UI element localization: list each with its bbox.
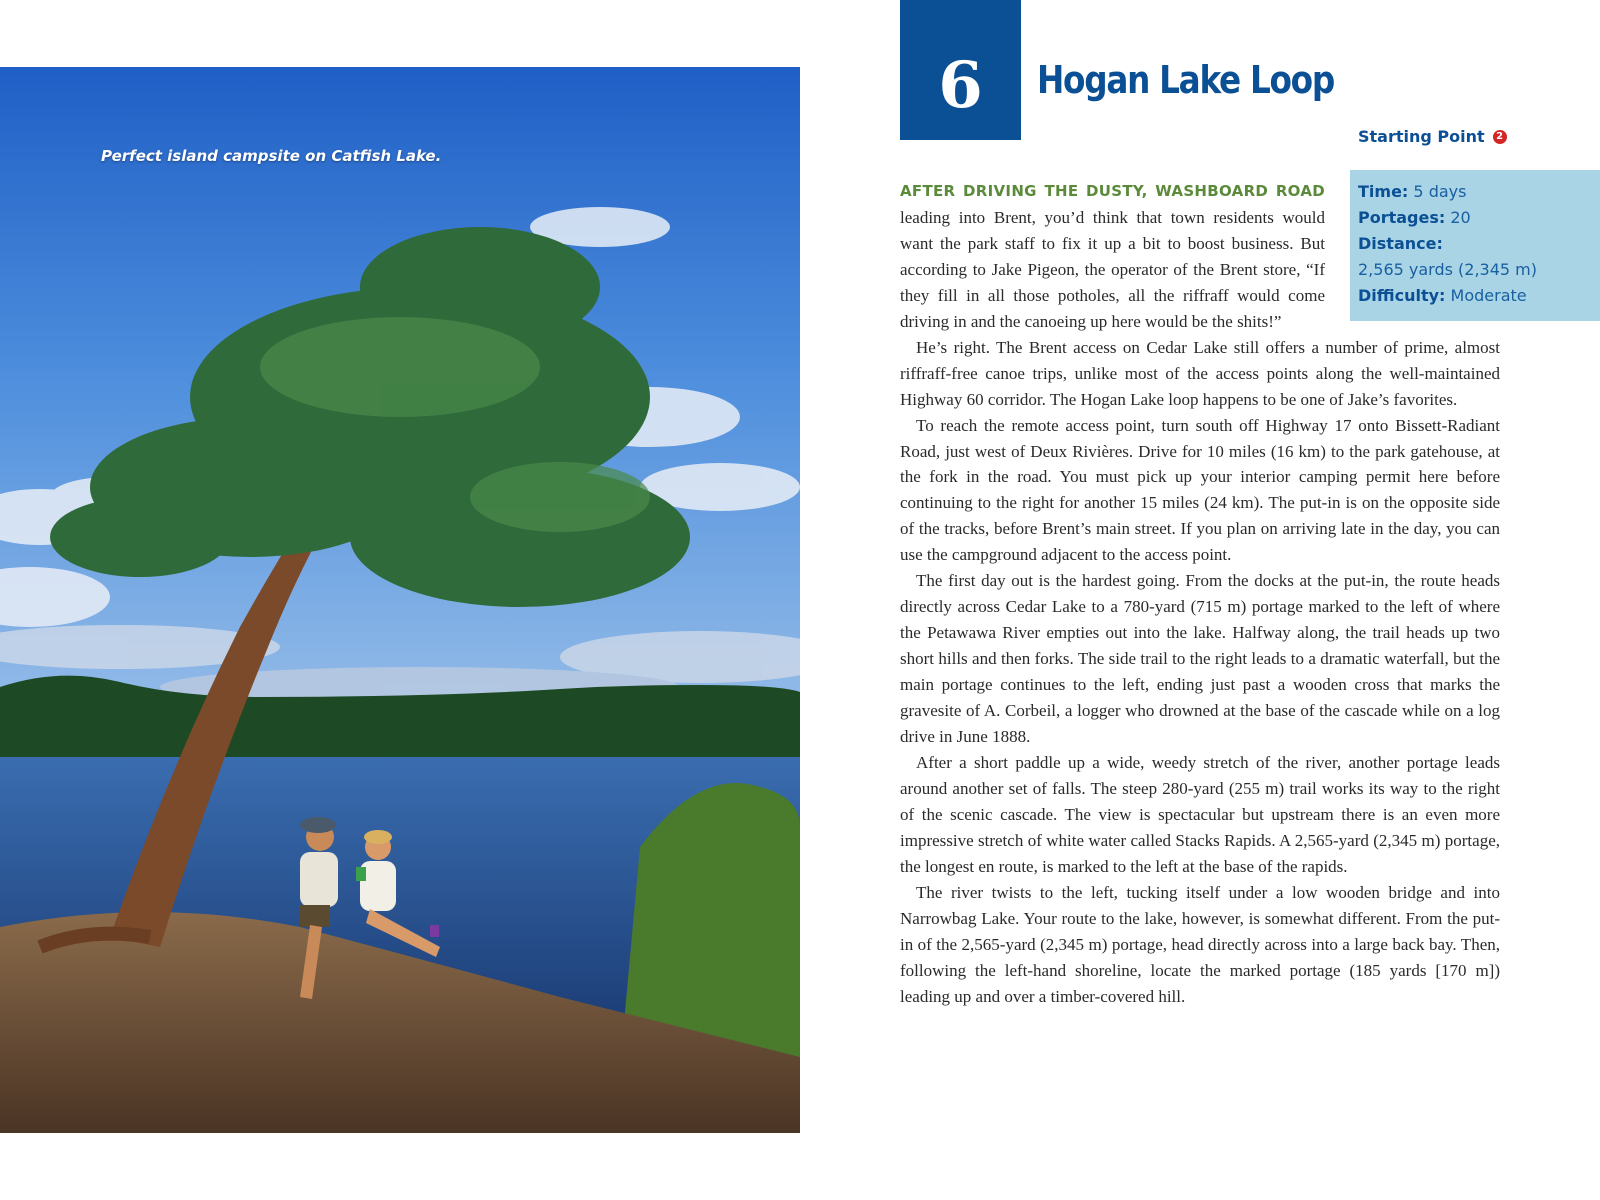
distance-label: Distance: bbox=[1358, 234, 1443, 253]
starting-point-label: Starting Point bbox=[1358, 127, 1485, 146]
difficulty-value: Moderate bbox=[1450, 286, 1527, 305]
lead-in: AFTER DRIVING THE DUSTY, WASHBOARD ROAD bbox=[900, 182, 1325, 200]
difficulty-label: Difficulty: bbox=[1358, 286, 1446, 305]
map-marker-icon: 2 bbox=[1493, 130, 1507, 144]
time-value: 5 days bbox=[1413, 182, 1467, 201]
article-body bbox=[900, 178, 1500, 1010]
portages-label: Portages: bbox=[1358, 208, 1446, 227]
paragraph-4: The first day out is the hardest going. From the docks at the put-in, the route heads directly across Cedar Lake to a 780-yard (715 m) portage marked to the left of where the Petawawa River empties out into the lake. Halfway along, the trail heads up two short hills and then forks. The side trail to the right leads to a dramatic waterfall, but the main portage continues to the left, ending just past a wooden cross that marks the gravesite of A. Corbeil, a logger who drowned at the base of the cascade while on a log drive in June 1888. bbox=[900, 571, 1500, 747]
chapter-number-box bbox=[900, 0, 1021, 140]
paragraph-1-text: leading into Brent, you’d think that town residents would want the park staff to fix it up a bit to boost business. But according to Jake Pigeon, the operator of the Brent store, “If they fill in all those potholes, all the riffraff would come driving in and the canoeing up here would be the shits!” bbox=[900, 207, 1325, 331]
paragraph-2: He’s right. The Brent access on Cedar Lake still offers a number of prime, almost riffraff-free canoe trips, unlike most of the access points along the well-maintained Highway 60 corridor. The Hogan Lake loop happens to be one of Jake’s favorites. bbox=[900, 337, 1500, 409]
starting-point bbox=[1358, 127, 1507, 146]
time-label: Time: bbox=[1358, 182, 1409, 201]
paragraph-3: To reach the remote access point, turn south off Highway 17 onto Bissett-Radiant Road, just west of Deux Rivières. Drive for 10 miles (16 km) to the park gatehouse, at the fork in the road. You must pick up your interior camping permit here before continuing to the right for another 15 miles (24 km). The put-in is on the opposite side of the tracks, before Brent’s main street. If you plan on arriving late in the day, you can use the campground adjacent to the access point. bbox=[900, 415, 1500, 565]
campsite-photo bbox=[0, 67, 800, 1133]
paragraph-1 bbox=[900, 178, 1500, 335]
portages-value: 20 bbox=[1450, 208, 1471, 227]
campsite-photo-illustration bbox=[0, 67, 800, 1133]
photo-caption: Perfect island campsite on Catfish Lake. bbox=[101, 147, 442, 165]
paragraph-6: The river twists to the left, tucking itself under a low wooden bridge and into Narrowbag Lake. Your route to the lake, however, is somewhat different. From the put-in of the 2,565-yard (2,345 m) portage, head directly across into a large back bay. Then, following the left-hand shoreline, locate the marked portage (185 yards [170 m]) leading up and over a timber-covered hill. bbox=[900, 882, 1500, 1006]
paragraph-5: After a short paddle up a wide, weedy stretch of the river, another portage leads around another set of falls. The steep 280-yard (255 m) trail works its way to the right of the scenic cascade. The view is spectacular but upstream there is an even more impressive stretch of white water called Stacks Rapids. A 2,565-yard (2,345 m) portage, the longest en route, is marked to the left at the base of the rapids. bbox=[900, 752, 1500, 876]
chapter-number: 6 bbox=[938, 47, 983, 123]
page-title: Hogan Lake Loop bbox=[1037, 58, 1334, 102]
distance-value: 2,565 yards (2,345 m) bbox=[1358, 260, 1537, 279]
